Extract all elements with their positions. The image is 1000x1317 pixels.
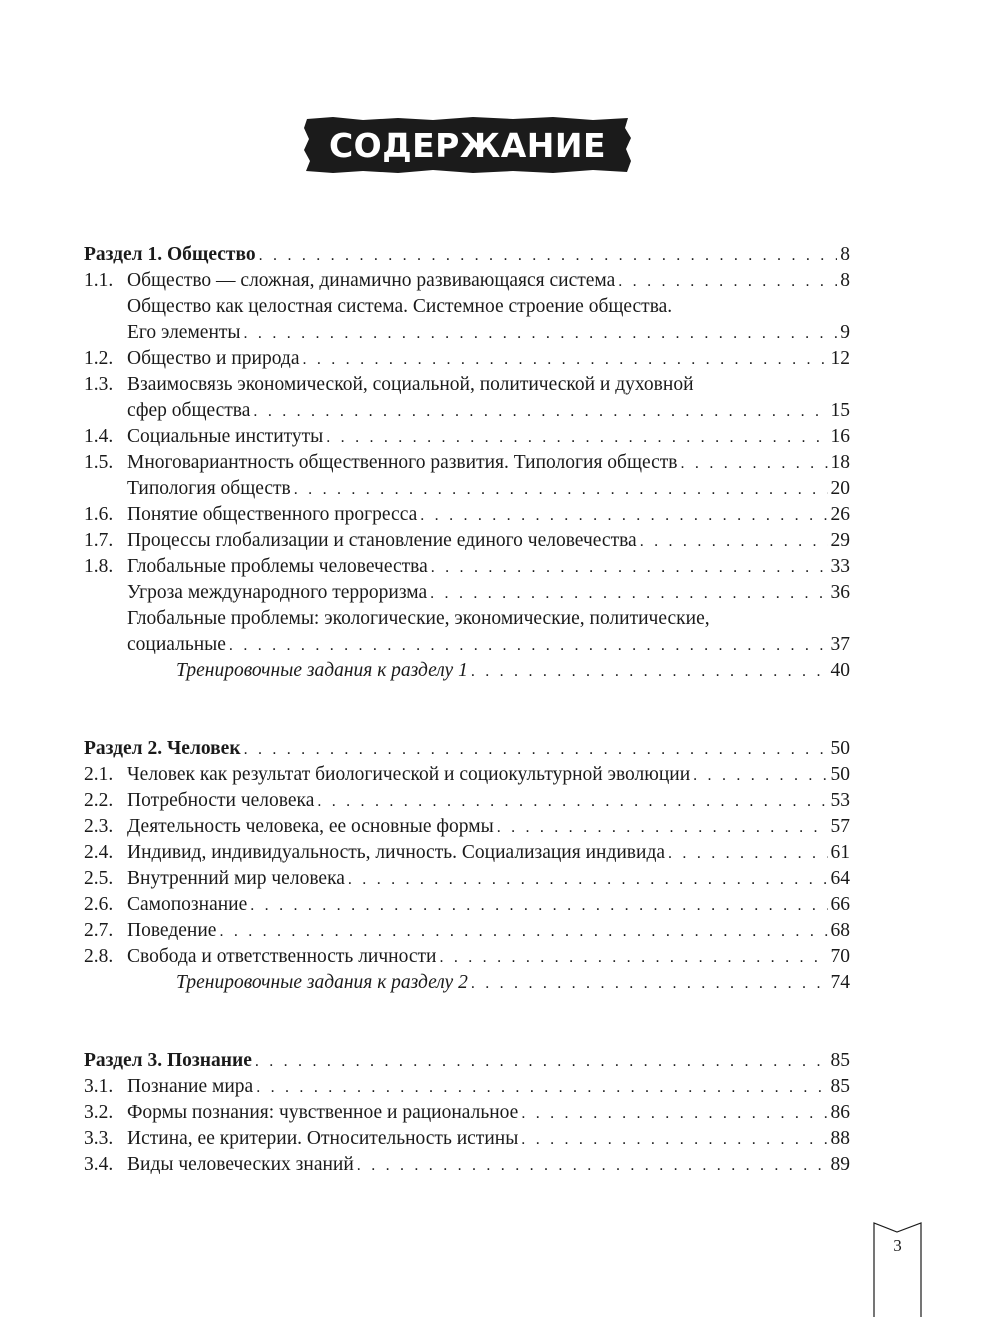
entry-body (127, 502, 850, 529)
entry-number: 2.8. (84, 946, 114, 967)
entry-number: 2.1. (84, 764, 114, 785)
page-ref: 66 (830, 894, 850, 915)
dot-leader (259, 243, 838, 269)
page-ref: 61 (830, 842, 850, 863)
section-heading (84, 736, 850, 762)
entry-title: социальные (127, 634, 226, 655)
toc-entry (84, 814, 850, 840)
page-ref: 40 (830, 660, 850, 681)
entry-number: 2.6. (84, 894, 114, 915)
toc-entry-continued (84, 606, 850, 632)
section-heading (84, 242, 850, 268)
page-ref: 26 (830, 504, 850, 525)
toc-entry (84, 450, 850, 476)
entry-body (127, 1152, 850, 1179)
entry-number: 1.1. (84, 270, 114, 291)
entry-body (127, 580, 850, 607)
entry-title: Угроза международного терроризма (127, 582, 428, 603)
toc-entry (84, 1126, 850, 1152)
page-ref: 9 (840, 322, 850, 343)
dot-leader (219, 919, 827, 945)
entry-title: Свобода и ответственность личности (127, 946, 437, 967)
page-ref: 50 (830, 738, 850, 759)
entry-title: Взаимосвязь экономической, социальной, политической и духовной (127, 374, 694, 395)
entry-body (127, 866, 850, 893)
entry-number: 1.3. (84, 374, 114, 395)
entry-number: 2.2. (84, 790, 114, 811)
entry-body (127, 944, 850, 971)
entry-title: сфер общества (127, 400, 251, 421)
toc-entry (84, 1152, 850, 1178)
dot-leader (348, 867, 828, 893)
entry-title: Понятие общественного прогресса (127, 504, 418, 525)
dot-leader (431, 555, 828, 581)
toc-entry (84, 502, 850, 528)
entry-number: 2.7. (84, 920, 114, 941)
training-tasks-entry (84, 658, 850, 684)
entry-body (127, 1074, 850, 1101)
toc-section (84, 1048, 850, 1178)
dot-leader (471, 659, 828, 685)
entry-title: Типология обществ (127, 478, 291, 499)
entry-body (176, 970, 850, 997)
toc-entry-continued (84, 294, 850, 320)
entry-number: 3.4. (84, 1154, 114, 1175)
toc-entry (84, 840, 850, 866)
toc-entry (84, 1074, 850, 1100)
dot-leader (618, 269, 837, 295)
page-ref: 86 (830, 1102, 850, 1123)
entry-title: Поведение (127, 920, 217, 941)
dot-leader (253, 399, 827, 425)
toc-subentry (84, 632, 850, 658)
toc-entry (84, 528, 850, 554)
page-ref: 50 (830, 764, 850, 785)
page-number: 3 (893, 1236, 902, 1255)
entry-body (127, 1126, 850, 1153)
page-number-tab (873, 1222, 922, 1317)
entry-body (127, 1100, 850, 1127)
dot-leader (317, 789, 827, 815)
entry-title: Деятельность человека, ее основные формы (127, 816, 494, 837)
entry-body (176, 658, 850, 685)
toc-subentry (84, 398, 850, 424)
toc-entry (84, 762, 850, 788)
dot-leader (668, 841, 827, 867)
training-tasks-entry (84, 970, 850, 996)
page-ref: 15 (830, 400, 850, 421)
entry-title: Процессы глобализации и становление единого человечества (127, 530, 637, 551)
entry-body (127, 346, 850, 373)
section-gap (84, 684, 850, 736)
entry-number: 1.7. (84, 530, 114, 551)
section-heading (84, 1048, 850, 1074)
entry-number: 1.8. (84, 556, 114, 577)
dot-leader (294, 477, 828, 503)
entry-body (84, 242, 850, 269)
toc-entry (84, 866, 850, 892)
toc-entry (84, 918, 850, 944)
toc-entry (84, 424, 850, 450)
section-title: Раздел 3. Познание (84, 1050, 252, 1071)
entry-number: 3.1. (84, 1076, 114, 1097)
page-ref: 68 (830, 920, 850, 941)
toc-subentry (84, 580, 850, 606)
page-ref: 20 (830, 478, 850, 499)
page-ref: 8 (840, 244, 850, 265)
dot-leader (244, 737, 828, 763)
page-ref: 70 (830, 946, 850, 967)
page-ref: 53 (830, 790, 850, 811)
page-ref: 89 (830, 1154, 850, 1175)
page-ref: 12 (830, 348, 850, 369)
entry-body (127, 476, 850, 503)
entry-title: Познание мира (127, 1076, 254, 1097)
entry-body (127, 372, 850, 398)
entry-body (127, 450, 850, 477)
entry-body (127, 528, 850, 555)
title-banner (303, 116, 632, 174)
page-ref: 64 (830, 868, 850, 889)
page-ref: 57 (830, 816, 850, 837)
entry-body (127, 424, 850, 451)
page-ref: 18 (830, 452, 850, 473)
dot-leader (244, 321, 838, 347)
dot-leader (693, 763, 827, 789)
toc-subentry (84, 476, 850, 502)
toc-section (84, 242, 850, 684)
entry-number: 1.6. (84, 504, 114, 525)
dot-leader (521, 1101, 827, 1127)
dot-leader (255, 1049, 828, 1075)
entry-title: Внутренний мир человека (127, 868, 345, 889)
entry-body (127, 762, 850, 789)
entry-title: Тренировочные задания к разделу 1 (176, 660, 468, 681)
section-gap (84, 996, 850, 1048)
table-of-contents (84, 242, 850, 1178)
entry-body (127, 918, 850, 945)
toc-entry (84, 554, 850, 580)
page-ref: 8 (840, 270, 850, 291)
toc-entry (84, 346, 850, 372)
page-ref: 85 (830, 1050, 850, 1071)
toc-entry (84, 788, 850, 814)
entry-number: 2.5. (84, 868, 114, 889)
entry-body (127, 268, 850, 295)
dot-leader (326, 425, 827, 451)
dot-leader (439, 945, 827, 971)
dot-leader (256, 1075, 827, 1101)
dot-leader (357, 1153, 828, 1179)
entry-number: 1.4. (84, 426, 114, 447)
entry-body (84, 1048, 850, 1075)
dot-leader (302, 347, 827, 373)
entry-body (127, 840, 850, 867)
entry-body (127, 398, 850, 425)
entry-title: Формы познания: чувственное и рациональное (127, 1102, 519, 1123)
page-ref: 33 (830, 556, 850, 577)
entry-body (127, 814, 850, 841)
toc-entry (84, 1100, 850, 1126)
toc-subentry (84, 320, 850, 346)
entry-title: Потребности человека (127, 790, 315, 811)
dot-leader (420, 503, 827, 529)
entry-body (127, 320, 850, 347)
page-ref: 16 (830, 426, 850, 447)
page-ref: 74 (830, 972, 850, 993)
page-ref: 88 (830, 1128, 850, 1149)
page-ref: 37 (830, 634, 850, 655)
entry-number: 1.2. (84, 348, 114, 369)
page-title: СОДЕРЖАНИЕ (328, 125, 607, 165)
entry-number: 3.3. (84, 1128, 114, 1149)
page-ref: 85 (830, 1076, 850, 1097)
entry-title: Самопознание (127, 894, 248, 915)
toc-entry (84, 268, 850, 294)
dot-leader (471, 971, 828, 997)
entry-title: Общество — сложная, динамично развивающаяся система (127, 270, 616, 291)
entry-title: Общество как целостная система. Системное строение общества. (127, 296, 673, 317)
entry-number: 2.4. (84, 842, 114, 863)
dot-leader (681, 451, 828, 477)
dot-leader (229, 633, 828, 659)
entry-title: Тренировочные задания к разделу 2 (176, 972, 468, 993)
entry-title: Истина, ее критерии. Относительность истины (127, 1128, 519, 1149)
toc-entry (84, 944, 850, 970)
entry-body (84, 736, 850, 763)
entry-body (127, 788, 850, 815)
dot-leader (250, 893, 827, 919)
entry-body (127, 554, 850, 581)
page-ref: 29 (830, 530, 850, 551)
toc-section (84, 736, 850, 996)
entry-number: 3.2. (84, 1102, 114, 1123)
entry-number: 2.3. (84, 816, 114, 837)
dot-leader (497, 815, 828, 841)
toc-entry (84, 892, 850, 918)
entry-title: Социальные институты (127, 426, 324, 447)
section-title: Раздел 2. Человек (84, 738, 241, 759)
entry-number: 1.5. (84, 452, 114, 473)
entry-title: Его элементы (127, 322, 241, 343)
section-title: Раздел 1. Общество (84, 244, 256, 265)
toc-entry (84, 372, 850, 398)
dot-leader (430, 581, 827, 607)
dot-leader (521, 1127, 827, 1153)
entry-title: Глобальные проблемы: экологические, экономические, политические, (127, 608, 710, 629)
entry-title: Многовариантность общественного развития. Типология обществ (127, 452, 678, 473)
dot-leader (640, 529, 828, 555)
entry-title: Человек как результат биологической и социокультурной эволюции (127, 764, 691, 785)
entry-title: Виды человеческих знаний (127, 1154, 354, 1175)
entry-body (127, 632, 850, 659)
entry-title: Общество и природа (127, 348, 300, 369)
entry-body (127, 892, 850, 919)
entry-title: Глобальные проблемы человечества (127, 556, 428, 577)
entry-title: Индивид, индивидуальность, личность. Социализация индивида (127, 842, 666, 863)
page-ref: 36 (830, 582, 850, 603)
